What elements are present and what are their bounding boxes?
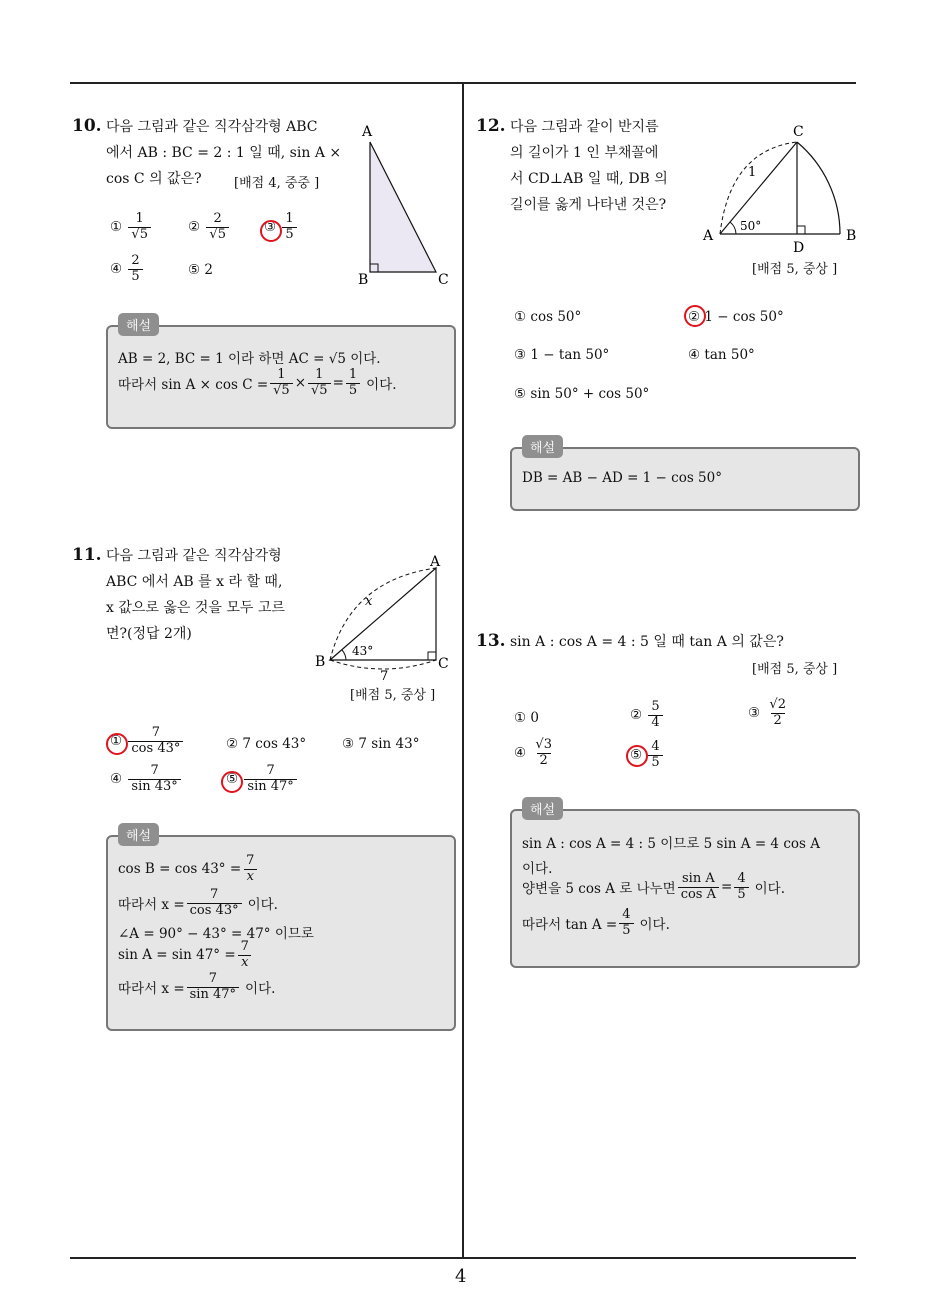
q12-right-angle-mark xyxy=(797,226,805,234)
q11-solution-line2: 따라서 x = $\frac{7}{\cos 43^\circ}$ 이다. xyxy=(118,887,278,918)
q10-triangle xyxy=(370,142,436,272)
q12-meta: [배점 5, 중상 ] xyxy=(752,262,838,277)
q10-label-c: C xyxy=(438,272,449,288)
q10-label-b: B xyxy=(358,272,369,288)
q12-number: 12. xyxy=(476,116,506,136)
q10-option-5[interactable]: ⑤ 2 xyxy=(188,262,213,278)
q12-line3: 서 CD⊥AB 일 때, DB 의 xyxy=(510,171,668,187)
q11-answer-circle-1 xyxy=(106,733,128,755)
q10-triangle-figure xyxy=(350,120,460,290)
column-divider xyxy=(462,82,464,1258)
q10-option-1[interactable]: ① $\frac{1}{√5}$ xyxy=(110,212,153,243)
q11-solution-line3: ∠A = 90° − 43° = 47° 이므로 xyxy=(118,926,314,942)
q12-line2: 의 길이가 1 인 부채꼴에 xyxy=(510,145,659,161)
q11-option-4[interactable]: ④ $\frac{7}{\sin 43^\circ}$ xyxy=(110,764,183,795)
q13-line1: sin A : cos A = 4 : 5 일 때 tan A 의 값은? xyxy=(510,634,784,650)
q10-answer-circle xyxy=(260,220,282,242)
q12-line4: 길이를 옳게 나타낸 것은? xyxy=(510,197,667,213)
q11-line4: 면?(정답 2개) xyxy=(106,626,192,642)
q11-label-b: B xyxy=(315,654,326,670)
q11-arc-base xyxy=(330,660,436,669)
q11-line3: x 값으로 옳은 것을 모두 고르 xyxy=(106,600,285,616)
q11-triangle xyxy=(330,568,436,660)
bottom-rule xyxy=(70,1257,856,1259)
q12-label-b: B xyxy=(846,228,857,244)
q12-solution-line1: DB = AB − AD = 1 − cos 50° xyxy=(522,470,722,486)
q13-answer-circle xyxy=(626,745,648,767)
q11-triangle-figure xyxy=(310,550,460,685)
q13-solution-tag: 해설 xyxy=(522,797,563,820)
q10-line3: cos C 의 값은? xyxy=(106,171,202,187)
q12-answer-circle xyxy=(684,305,706,327)
q12-label-radius: 1 xyxy=(748,165,757,180)
q10-solution-tag: 해설 xyxy=(118,313,159,336)
q10-solution-line2: 따라서 sin A × cos C = $\frac{1}{√5}$ × $\frac{1}{√5}$ = $\frac{1}{5}$ 이다. xyxy=(118,367,397,398)
q13-solution-line2: 이다. xyxy=(522,861,553,877)
q10-option-4[interactable]: ④ $\frac{2}{5}$ xyxy=(110,254,145,285)
q11-text xyxy=(106,543,285,647)
q12-line1: 다음 그림과 같이 반지름 xyxy=(510,119,659,135)
q10-line2: 에서 AB : BC = 2 : 1 일 때, sin A × xyxy=(106,145,342,161)
q11-option-3[interactable]: ③ 7 sin 43° xyxy=(342,736,420,752)
q11-label-a: A xyxy=(430,554,441,570)
q11-meta: [배점 5, 중상 ] xyxy=(350,688,436,703)
q10-line1: 다음 그림과 같은 직각삼각형 ABC xyxy=(106,119,318,135)
q13-solution-line3: 양변을 5 cos A 로 나누면 $\frac{\text{sin A}}{\text{cos A}}$ = $\frac{4}{5}$ 이다. xyxy=(522,871,785,902)
q13-solution-line4: 따라서 tan A = $\frac{4}{5}$ 이다. xyxy=(522,907,670,938)
q12-option-4[interactable]: ④ tan 50° xyxy=(688,347,755,363)
q10-solution-line1: AB = 2, BC = 1 이라 하면 AC = √5 이다. xyxy=(118,351,381,367)
q11-solution-line4: sin A = sin 47° = $\frac{7}{x}$ xyxy=(118,940,254,971)
q11-option-1[interactable]: ① $\frac{7}{\cos 43^\circ}$ xyxy=(110,726,185,757)
q13-solution-line1: sin A : cos A = 4 : 5 이므로 5 sin A = 4 cos A xyxy=(522,836,820,852)
q12-option-5[interactable]: ⑤ sin 50° + cos 50° xyxy=(514,386,650,402)
q11-answer-circle-2 xyxy=(221,771,243,793)
q13-option-1[interactable]: ① 0 xyxy=(514,710,539,726)
q11-label-x: x xyxy=(365,594,373,609)
q12-sector-figure xyxy=(700,120,865,260)
q12-option-2[interactable]: ② 1 − cos 50° xyxy=(688,309,784,325)
q13-option-3[interactable]: ③ $\frac{√2}{2}$ xyxy=(748,697,786,728)
q11-label-angle: 43° xyxy=(352,644,374,658)
q12-option-1[interactable]: ① cos 50° xyxy=(514,309,582,325)
q12-label-angle: 50° xyxy=(740,219,762,233)
q10-option-3[interactable]: ③ $\frac{1}{5}$ xyxy=(264,212,299,243)
q10-label-a: A xyxy=(362,124,373,140)
q11-angle-arc xyxy=(342,650,346,660)
q11-label-c: C xyxy=(438,656,449,672)
q11-option-2[interactable]: ② 7 cos 43° xyxy=(226,736,307,752)
q11-option-5[interactable]: ⑤ $\frac{7}{\sin 47^\circ}$ xyxy=(226,764,299,795)
q12-label-c: C xyxy=(793,124,804,140)
q13-option-2[interactable]: ② $\frac{5}{4}$ xyxy=(630,700,665,731)
q11-solution-tag: 해설 xyxy=(118,823,159,846)
q12-solution-tag: 해설 xyxy=(522,435,563,458)
page-number: 4 xyxy=(455,1266,467,1287)
q11-line1: 다음 그림과 같은 직각삼각형 xyxy=(106,548,282,564)
q11-solution-line5: 따라서 x = $\frac{7}{\sin 47^\circ}$ 이다. xyxy=(118,971,276,1002)
q10-number: 10. xyxy=(72,116,102,136)
q13-meta: [배점 5, 중상 ] xyxy=(752,662,838,677)
q11-right-angle-mark xyxy=(428,652,436,660)
q11-number: 11. xyxy=(72,545,102,565)
q12-label-a: A xyxy=(703,228,714,244)
q11-label-base: 7 xyxy=(380,669,389,684)
q13-option-5[interactable]: ⑤ $\frac{4}{5}$ xyxy=(630,740,665,771)
q11-line2: ABC 에서 AB 를 x 라 할 때, xyxy=(106,574,283,590)
q12-option-3[interactable]: ③ 1 − tan 50° xyxy=(514,347,610,363)
q12-text xyxy=(510,114,668,218)
q12-angle-arc xyxy=(730,222,736,234)
q10-meta: [배점 4, 중중 ] xyxy=(234,176,320,191)
q13-number: 13. xyxy=(476,631,506,651)
q12-label-d: D xyxy=(793,240,805,256)
q10-option-2[interactable]: ② $\frac{2}{√5}$ xyxy=(188,212,231,243)
q12-sector-arc xyxy=(797,142,840,234)
q13-option-4[interactable]: ④ $\frac{√3}{2}$ xyxy=(514,737,552,768)
q11-solution-line1: cos B = cos 43° = $\frac{7}{x}$ xyxy=(118,854,259,885)
